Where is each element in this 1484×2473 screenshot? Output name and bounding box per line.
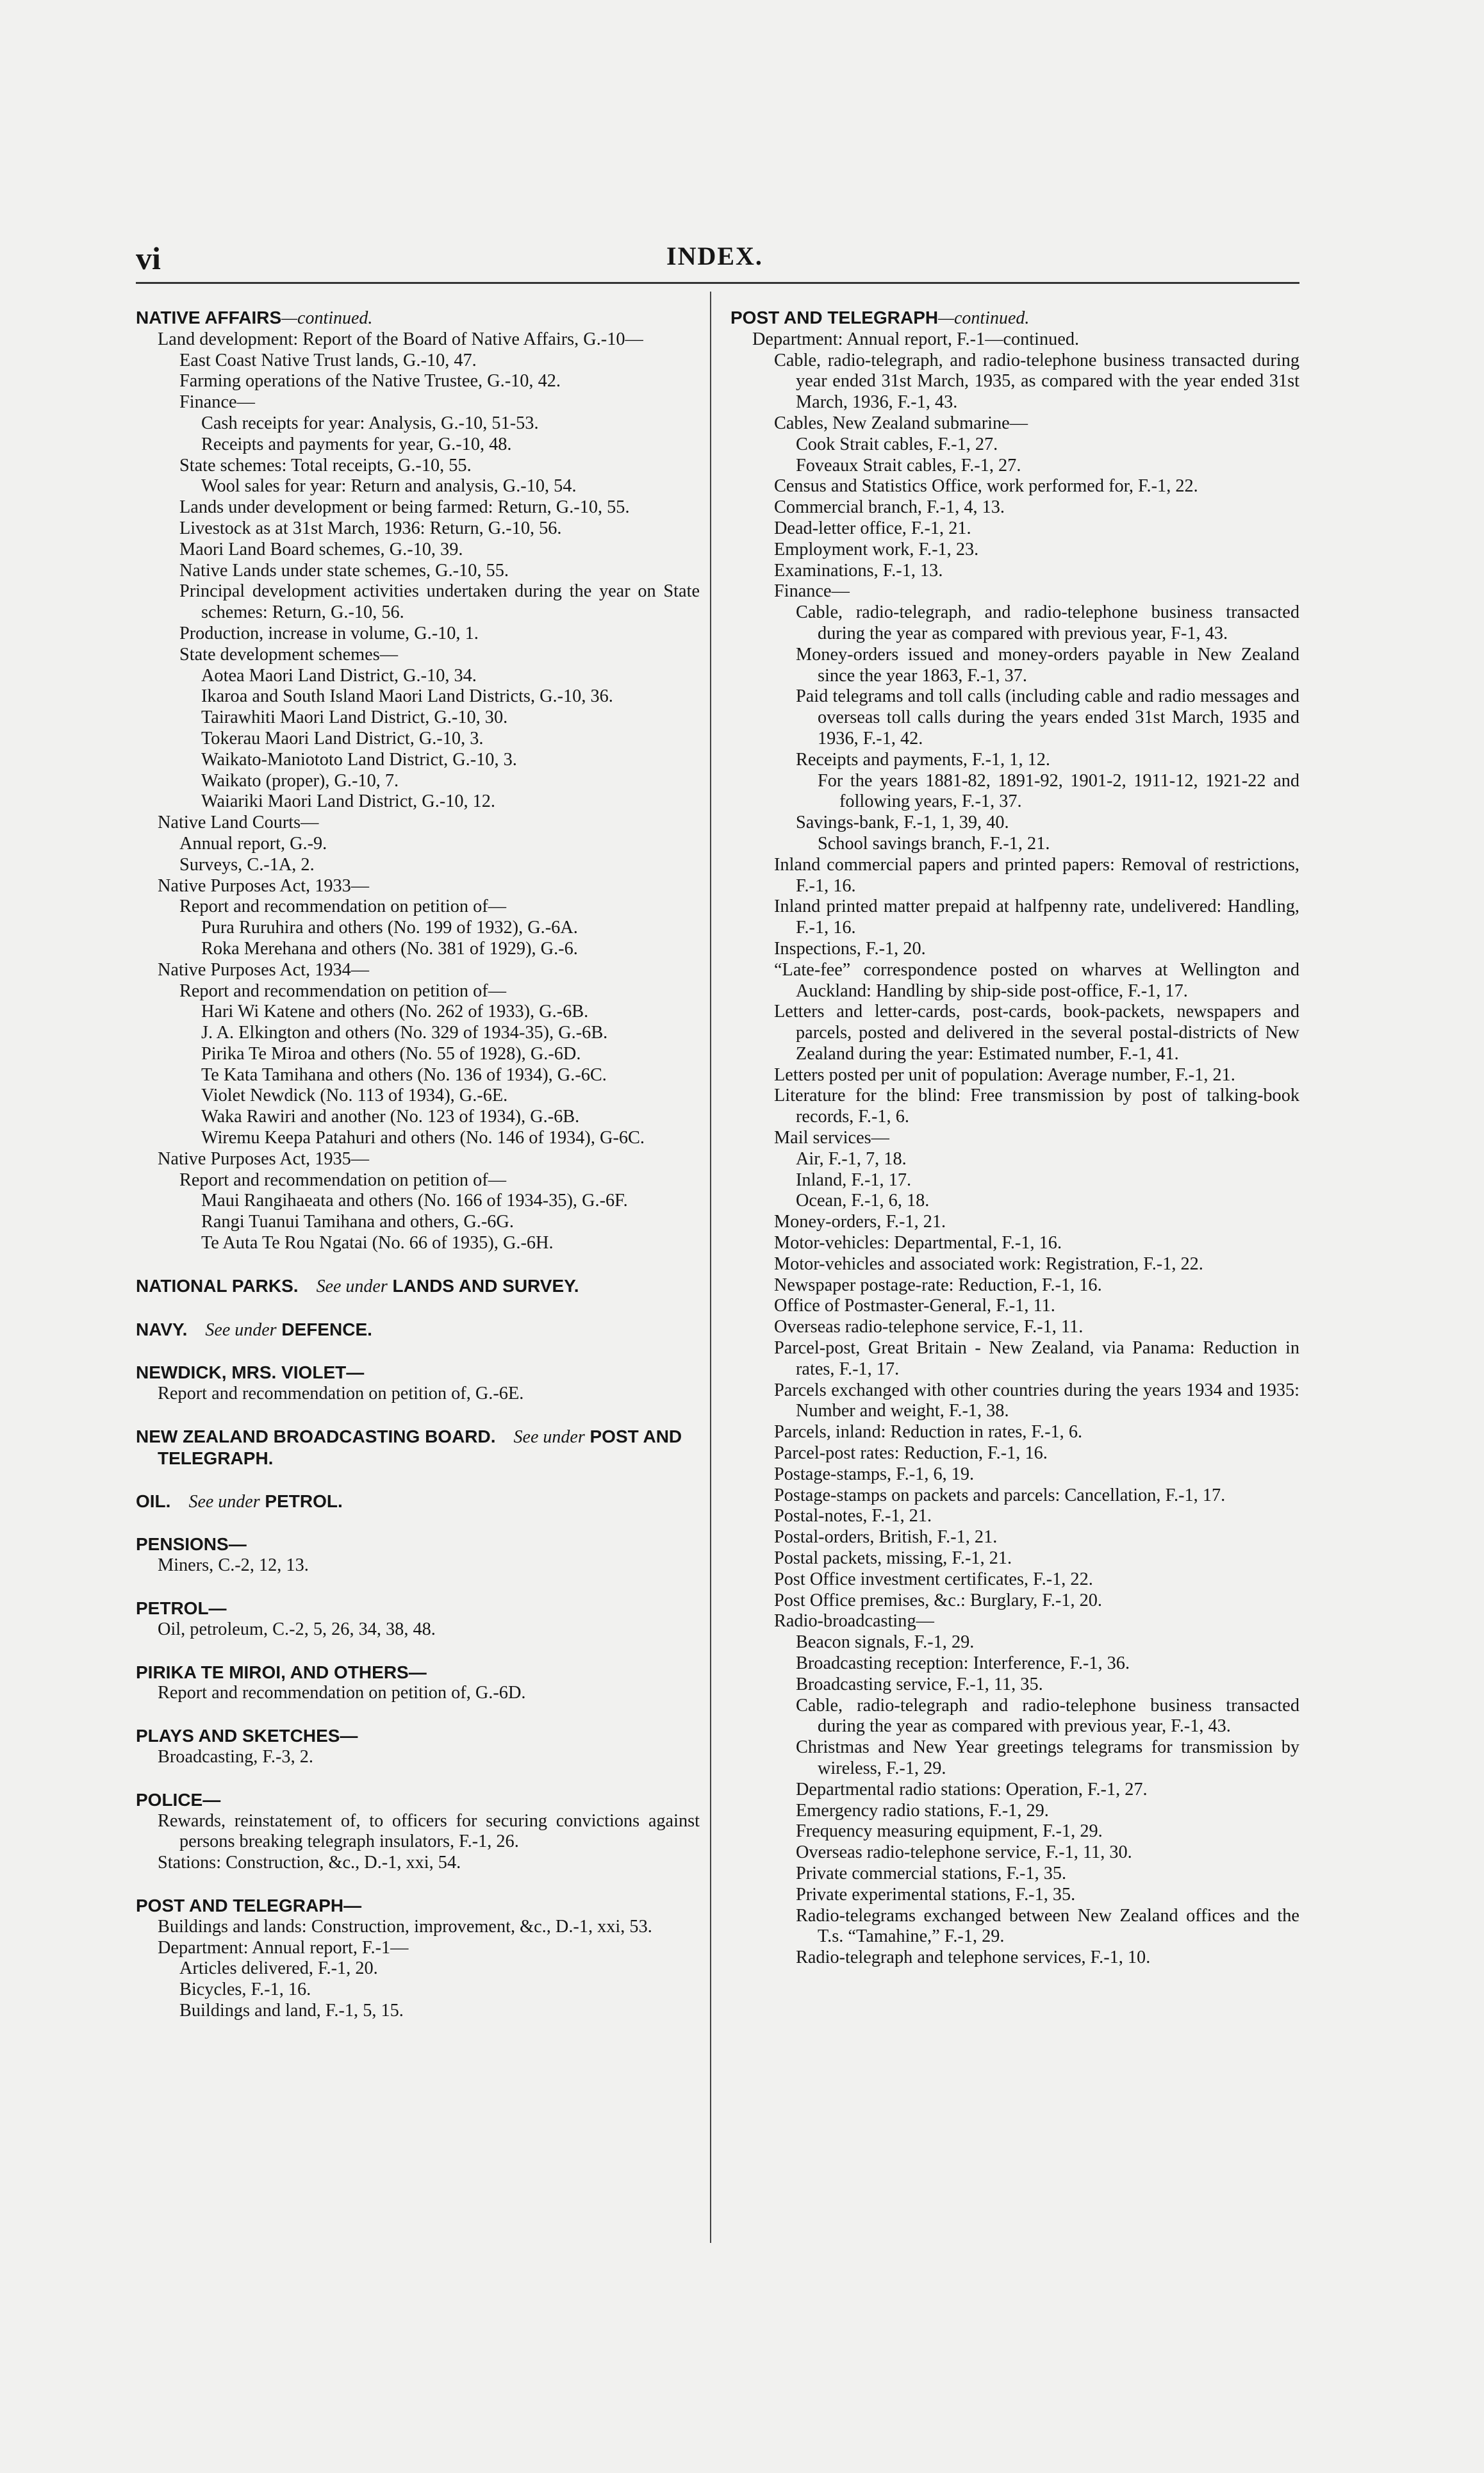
index-entry: Miners, C.-2, 12, 13. xyxy=(158,1555,309,1576)
index-heading xyxy=(136,1790,700,1811)
heading-text: NATIVE AFFAIRS xyxy=(136,308,282,327)
index-entry: Emergency radio stations, F.-1, 29. xyxy=(796,1800,1049,1821)
index-entry: Parcels, inland: Reduction in rates, F.-1, 6. xyxy=(774,1422,1083,1443)
index-entry: Radio-telegrams exchanged between New Zealand offices and the T.s. “Tamahine,” F.-1, 29. xyxy=(796,1905,1299,1947)
index-entry: Cable, radio-telegraph, and radio-telephone business transacted during year ended 31st March, 1935, as compared with the year ended 31st March, 1936, F.-1, 43. xyxy=(774,350,1299,413)
index-entry: Report and recommendation on petition of, G.-6D. xyxy=(158,1683,526,1703)
index-entry: Native Land Courts— xyxy=(158,813,319,833)
index-entry: Inland printed matter prepaid at halfpenny rate, undelivered: Handling, F.-1, 16. xyxy=(774,897,1299,938)
index-entry: Postage-stamps on packets and parcels: Cancellation, F.-1, 17. xyxy=(774,1485,1226,1505)
index-entry: School savings branch, F.-1, 21. xyxy=(818,833,1050,854)
index-entry: Maori Land Board schemes, G.-10, 39. xyxy=(179,539,463,559)
index-entry: Post Office investment certificates, F.-1, 22. xyxy=(774,1569,1093,1589)
heading-text: PIRIKA TE MIROI, AND OTHERS— xyxy=(136,1662,427,1682)
index-entry: Postage-stamps, F.-1, 6, 19. xyxy=(774,1464,975,1484)
index-entry: Oil, petroleum, C.-2, 5, 26, 34, 38, 48. xyxy=(158,1619,436,1639)
index-heading xyxy=(136,1362,700,1384)
index-entry: Radio-broadcasting— xyxy=(774,1611,934,1632)
index-entry: Tokerau Maori Land District, G.-10, 3. xyxy=(201,728,484,749)
right-column xyxy=(730,308,1299,1969)
heading-text: POST AND TELEGRAPH xyxy=(730,308,939,327)
index-heading xyxy=(136,1598,700,1619)
index-entry: Inland commercial papers and printed papers: Removal of restrictions, F.-1, 16. xyxy=(774,854,1299,896)
index-entry: J. A. Elkington and others (No. 329 of 1934-35), G.-6B. xyxy=(201,1023,608,1043)
index-entry: Christmas and New Year greetings telegrams for transmission by wireless, F.-1, 29. xyxy=(796,1737,1299,1778)
index-entry: Foveaux Strait cables, F.-1, 27. xyxy=(796,455,1021,476)
index-entry: Production, increase in volume, G.-10, 1. xyxy=(179,623,479,643)
index-entry: Rangi Tuanui Tamihana and others, G.-6G. xyxy=(201,1212,514,1232)
index-entry: Articles delivered, F.-1, 20. xyxy=(179,1958,378,1979)
index-entry: Receipts and payments, F.-1, 1, 12. xyxy=(796,749,1050,770)
index-entry: Examinations, F.-1, 13. xyxy=(774,560,943,581)
index-entry: Air, F.-1, 7, 18. xyxy=(796,1148,907,1169)
index-entry: Post Office premises, &c.: Burglary, F.-1, 20. xyxy=(774,1590,1102,1610)
index-entry: Te Auta Te Rou Ngatai (No. 66 of 1935), G.-6H. xyxy=(201,1233,554,1253)
index-entry: Parcel-post, Great Britain - New Zealand, via Panama: Reduction in rates, F.-1, 17. xyxy=(774,1338,1299,1379)
index-entry: Postal-orders, British, F.-1, 21. xyxy=(774,1527,998,1548)
heading-text: NATIONAL PARKS. xyxy=(136,1275,299,1296)
index-entry: Maui Rangihaeata and others (No. 166 of 1934-35), G.-6F. xyxy=(201,1191,628,1211)
index-entry: Cables, New Zealand submarine— xyxy=(774,413,1028,433)
index-entry: Land development: Report of the Board of Native Affairs, G.-10— xyxy=(158,329,643,349)
heading-text: POST AND TELEGRAPH— xyxy=(136,1896,362,1915)
index-entry: Paid telegrams and toll calls (including cable and radio messages and overseas toll calls during the years ended 31st March, 1935 and 1936, F.-1, 42. xyxy=(796,686,1299,749)
header-rule xyxy=(136,282,1299,284)
index-entry: Literature for the blind: Free transmission by post of talking-book records, F.-1, 6. xyxy=(774,1086,1299,1127)
index-entry: Native Lands under state schemes, G.-10, 55. xyxy=(179,560,509,581)
see-under: See under xyxy=(316,1276,388,1296)
index-entry: Native Purposes Act, 1933— xyxy=(158,875,370,896)
index-entry: Buildings and lands: Construction, improvement, &c., D.-1, xxi, 53. xyxy=(158,1916,652,1937)
index-entry: Ikaroa and South Island Maori Land Districts, G.-10, 36. xyxy=(201,686,613,707)
index-entry: Overseas radio-telephone service, F.-1, 11, 30. xyxy=(796,1842,1132,1863)
index-entry: Frequency measuring equipment, F.-1, 29. xyxy=(796,1821,1103,1842)
index-entry: Stations: Construction, &c., D.-1, xxi, 54. xyxy=(158,1853,461,1873)
index-entry: Ocean, F.-1, 6, 18. xyxy=(796,1191,930,1211)
index-heading xyxy=(136,1427,700,1469)
index-entry: Rewards, reinstatement of, to officers for securing convictions against persons breaking telegraph insulators, F.-1, 26. xyxy=(158,1810,700,1852)
index-entry: Hari Wi Katene and others (No. 262 of 1933), G.-6B. xyxy=(201,1002,589,1022)
heading-text: NAVY. xyxy=(136,1319,188,1339)
index-entry: Motor-vehicles and associated work: Registration, F.-1, 22. xyxy=(774,1253,1203,1274)
index-entry: Department: Annual report, F.-1—continued. xyxy=(752,329,1080,349)
index-entry: Wool sales for year: Return and analysis, G.-10, 54. xyxy=(201,476,577,497)
index-heading xyxy=(136,1726,700,1747)
index-entry: Employment work, F.-1, 23. xyxy=(774,539,979,559)
index-entry: Finance— xyxy=(774,581,850,602)
index-entry: Broadcasting, F.-3, 2. xyxy=(158,1747,313,1767)
index-entry: Private commercial stations, F.-1, 35. xyxy=(796,1863,1067,1883)
index-entry: Receipts and payments for year, G.-10, 48. xyxy=(201,434,512,454)
index-entry: Postal packets, missing, F.-1, 21. xyxy=(774,1548,1012,1569)
heading-text: NEW ZEALAND BROADCASTING BOARD. xyxy=(136,1427,496,1447)
index-entry: Letters posted per unit of population: Average number, F.-1, 21. xyxy=(774,1064,1235,1085)
index-entry: Money-orders issued and money-orders payable in New Zealand since the year 1863, F.-1, 37. xyxy=(796,644,1299,686)
index-entry: Dead-letter office, F.-1, 21. xyxy=(774,518,971,538)
index-entry: Wiremu Keepa Patahuri and others (No. 146 of 1934), G-6C. xyxy=(201,1128,645,1148)
index-entry: Tairawhiti Maori Land District, G.-10, 30. xyxy=(201,707,508,728)
index-heading xyxy=(136,1662,700,1683)
index-entry: Pura Ruruhira and others (No. 199 of 1932), G.-6A. xyxy=(201,918,578,938)
heading-text: PENSIONS— xyxy=(136,1534,247,1555)
index-entry: Beacon signals, F.-1, 29. xyxy=(796,1632,975,1653)
index-entry: Aotea Maori Land District, G.-10, 34. xyxy=(201,665,477,686)
index-entry: Parcel-post rates: Reduction, F.-1, 16. xyxy=(774,1443,1048,1464)
index-entry: Cook Strait cables, F.-1, 27. xyxy=(796,434,998,454)
cross-reference: POST AND TELEGRAPH. xyxy=(158,1427,682,1468)
index-entry: For the years 1881-82, 1891-92, 1901-2, 1911-12, 1921-22 and following years, F.-1, 37. xyxy=(818,770,1299,812)
index-entry: Te Kata Tamihana and others (No. 136 of 1934), G.-6C. xyxy=(201,1064,607,1085)
index-entry: Office of Postmaster-General, F.-1, 11. xyxy=(774,1296,1055,1316)
running-head: INDEX. xyxy=(666,242,763,270)
index-entry: State schemes: Total receipts, G.-10, 55. xyxy=(179,455,472,476)
index-entry: Parcels exchanged with other countries during the years 1934 and 1935: Number and weight, F.-1, 38. xyxy=(774,1380,1299,1421)
index-entry: Report and recommendation on petition of, G.-6E. xyxy=(158,1384,524,1404)
index-entry: Money-orders, F.-1, 21. xyxy=(774,1212,946,1232)
index-heading xyxy=(136,1491,700,1513)
heading-text: POLICE— xyxy=(136,1789,221,1810)
heading-text: PLAYS AND SKETCHES— xyxy=(136,1726,358,1746)
index-heading xyxy=(730,308,1299,329)
index-heading xyxy=(136,1534,700,1555)
left-column xyxy=(136,308,700,2022)
index-entry: Farming operations of the Native Trustee, G.-10, 42. xyxy=(179,371,561,392)
cross-reference: PETROL. xyxy=(265,1491,343,1511)
heading-text: PETROL— xyxy=(136,1598,227,1619)
index-entry: Cable, radio-telegraph, and radio-telephone business transacted during the year as compared with previous year, F-1, 43. xyxy=(796,602,1299,643)
index-entry: East Coast Native Trust lands, G.-10, 47. xyxy=(179,350,477,370)
index-entry: Inspections, F.-1, 20. xyxy=(774,938,926,959)
heading-text: NEWDICK, MRS. VIOLET— xyxy=(136,1362,365,1383)
index-heading xyxy=(136,1276,700,1298)
cross-reference: DEFENCE. xyxy=(281,1319,372,1339)
index-entry: Cash receipts for year: Analysis, G.-10, 51-53. xyxy=(201,413,539,433)
index-entry: “Late-fee” correspondence posted on wharves at Wellington and Auckland: Handling by ship-side post-office, F.-1, 17. xyxy=(774,959,1299,1001)
index-entry: Report and recommendation on petition of— xyxy=(179,980,507,1001)
index-entry: Departmental radio stations: Operation, F.-1, 27. xyxy=(796,1779,1148,1799)
page-number: vi xyxy=(136,240,161,276)
see-under: See under xyxy=(205,1319,277,1340)
see-under: See under xyxy=(513,1427,585,1448)
index-heading xyxy=(136,308,700,329)
index-entry: Overseas radio-telephone service, F.-1, 11. xyxy=(774,1317,1084,1337)
cross-reference: LANDS AND SURVEY. xyxy=(392,1275,579,1296)
index-entry: Savings-bank, F.-1, 1, 39, 40. xyxy=(796,813,1009,833)
index-entry: Motor-vehicles: Departmental, F.-1, 16. xyxy=(774,1233,1062,1253)
index-entry: Letters and letter-cards, post-cards, book-packets, newspapers and parcels, posted and delivered in the several postal-districts of New Zealand during the year: Estimated number, F.-1, 41. xyxy=(774,1002,1299,1064)
index-entry: Waikato-Maniototo Land District, G.-10, 3. xyxy=(201,749,517,770)
index-entry: Pirika Te Miroa and others (No. 55 of 1928), G.-6D. xyxy=(201,1043,581,1064)
index-entry: Cable, radio-telegraph and radio-telephone business transacted during the year as compared with previous year, F.-1, 43. xyxy=(796,1695,1299,1737)
index-entry: Annual report, G.-9. xyxy=(179,833,327,854)
index-entry: Commercial branch, F.-1, 4, 13. xyxy=(774,497,1005,518)
index-entry: Bicycles, F.-1, 16. xyxy=(179,1980,311,2000)
index-entry: State development schemes— xyxy=(179,644,399,665)
index-heading xyxy=(136,1319,700,1341)
continued-note: —continued. xyxy=(938,308,1030,328)
index-entry: Violet Newdick (No. 113 of 1934), G.-6E. xyxy=(201,1086,508,1106)
index-entry: Buildings and land, F.-1, 5, 15. xyxy=(179,2000,404,2021)
index-entry: Broadcasting reception: Interference, F.-1, 36. xyxy=(796,1653,1130,1673)
index-entry: Report and recommendation on petition of— xyxy=(179,897,507,917)
index-entry: Broadcasting service, F.-1, 11, 35. xyxy=(796,1674,1043,1694)
index-entry: Native Purposes Act, 1934— xyxy=(158,959,370,980)
continued-note: —continued. xyxy=(281,308,373,328)
index-heading xyxy=(136,1896,700,1917)
heading-text: OIL. xyxy=(136,1491,171,1511)
index-entry: Roka Merehana and others (No. 381 of 1929), G.-6. xyxy=(201,938,578,959)
index-entry: Radio-telegraph and telephone services, F.-1, 10. xyxy=(796,1948,1151,1968)
index-entry: Native Purposes Act, 1935— xyxy=(158,1148,370,1169)
index-entry: Newspaper postage-rate: Reduction, F.-1, 16. xyxy=(774,1275,1102,1295)
index-entry: Waka Rawiri and another (No. 123 of 1934), G.-6B. xyxy=(201,1107,580,1127)
index-entry: Census and Statistics Office, work performed for, F.-1, 22. xyxy=(774,476,1198,497)
index-entry: Postal-notes, F.-1, 21. xyxy=(774,1506,932,1526)
index-entry: Inland, F.-1, 17. xyxy=(796,1170,912,1190)
column-divider xyxy=(710,292,711,2243)
index-entry: Private experimental stations, F.-1, 35. xyxy=(796,1884,1076,1905)
see-under: See under xyxy=(188,1491,260,1512)
index-entry: Waiariki Maori Land District, G.-10, 12. xyxy=(201,791,496,812)
index-entry: Principal development activities undertaken during the year on State schemes: Return, G.-10, 56. xyxy=(179,581,700,623)
index-entry: Department: Annual report, F.-1— xyxy=(158,1937,409,1958)
index-entry: Mail services— xyxy=(774,1128,889,1148)
index-entry: Finance— xyxy=(179,392,255,413)
index-entry: Livestock as at 31st March, 1936: Return, G.-10, 56. xyxy=(179,518,562,538)
index-entry: Surveys, C.-1A, 2. xyxy=(179,854,315,875)
index-entry: Report and recommendation on petition of— xyxy=(179,1170,507,1190)
index-entry: Waikato (proper), G.-10, 7. xyxy=(201,770,399,791)
index-entry: Lands under development or being farmed: Return, G.-10, 55. xyxy=(179,497,630,518)
